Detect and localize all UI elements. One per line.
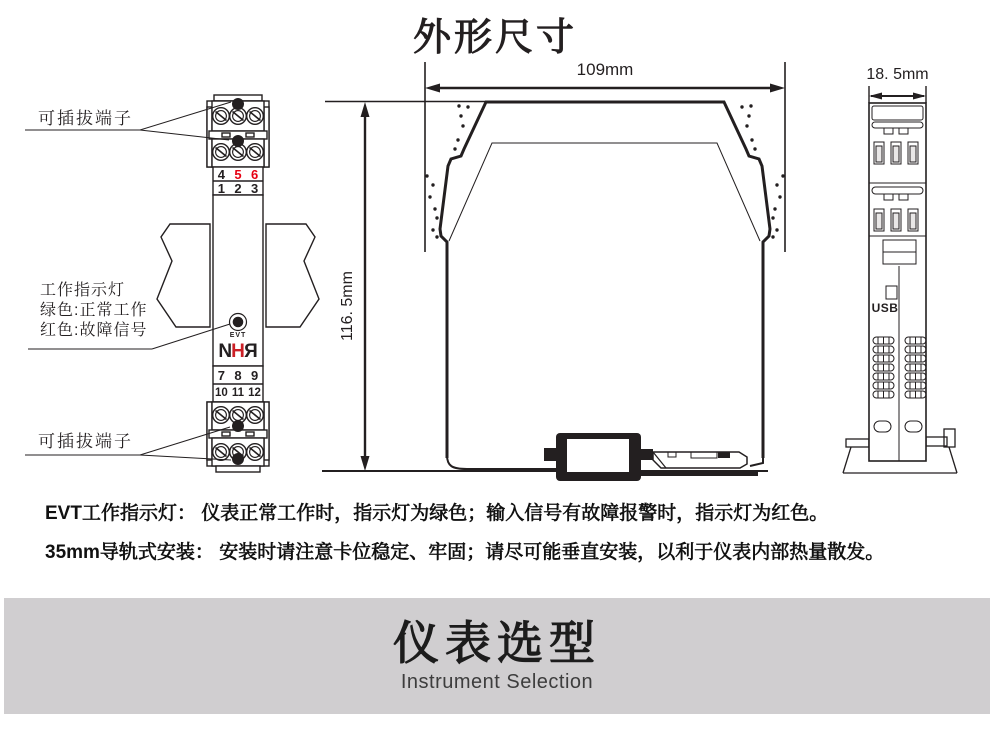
brand-logo (215, 341, 261, 363)
terminal-number: 8 (234, 367, 242, 383)
terminal-number: 4 (217, 166, 225, 182)
din-rail-clip (544, 433, 758, 481)
dimension-height-116-5mm: 116. 5mm (339, 271, 356, 341)
section-banner-instrument-selection (4, 598, 990, 714)
terminal-number: 7 (217, 367, 225, 383)
terminal-number: 10 (215, 387, 228, 399)
page-title: 外形尺寸 (412, 17, 577, 59)
banner-title: 仪表选型 (393, 617, 601, 670)
terminal-number: 3 (251, 180, 259, 196)
callout-pluggable-terminal-bottom: 可插拔端子 (38, 432, 133, 451)
terminal-numbers-top-row2 (213, 181, 263, 195)
rear-view-dimensions (869, 86, 926, 103)
terminal-number: 5 (234, 166, 242, 182)
usb-port-label: USB (871, 301, 899, 315)
terminal-numbers-bottom-row1 (213, 366, 263, 384)
rear-view-module (869, 103, 926, 461)
terminal-number: 9 (251, 367, 259, 383)
note-rail-mounting: 35mm导轨式安装： 安装时请注意卡位稳定、牢固；请尽可能垂直安装，以利于仪表内部热量散发。 (45, 542, 885, 563)
indicator-label-line1: 工作指示灯 (40, 282, 126, 299)
side-view-outline (322, 102, 770, 471)
callout-indicator-lamp (40, 281, 147, 341)
evt-lamp-label: EVT (229, 332, 247, 339)
brand-letter-h: H (231, 341, 245, 362)
dimension-width-109mm: 109mm (576, 60, 634, 79)
terminal-numbers-top-row1 (213, 167, 263, 181)
side-view-dimensions (325, 62, 785, 471)
brand-letter-r: R (243, 341, 258, 362)
note-evt-indicator: EVT工作指示灯： 仪表正常工作时，指示灯为绿色；输入信号有故障报警时，指示灯为红色。 (45, 503, 829, 524)
banner-subtitle: Instrument Selection (400, 670, 594, 693)
terminal-number: 2 (234, 180, 242, 196)
terminal-numbers-bottom-row2 (213, 384, 263, 402)
indicator-label-line3: 红色:故障信号 (40, 322, 148, 339)
callout-pluggable-terminal-top: 可插拔端子 (38, 109, 133, 128)
brand-letter-n: N (218, 341, 233, 362)
terminal-number: 11 (231, 387, 245, 399)
evt-indicator-lamp (230, 314, 247, 331)
dimension-width-18-5mm: 18. 5mm (866, 66, 929, 83)
terminal-number: 12 (248, 387, 261, 399)
indicator-label-line2: 绿色:正常工作 (40, 302, 148, 319)
terminal-number: 1 (217, 180, 225, 196)
terminal-number: 6 (251, 166, 259, 182)
